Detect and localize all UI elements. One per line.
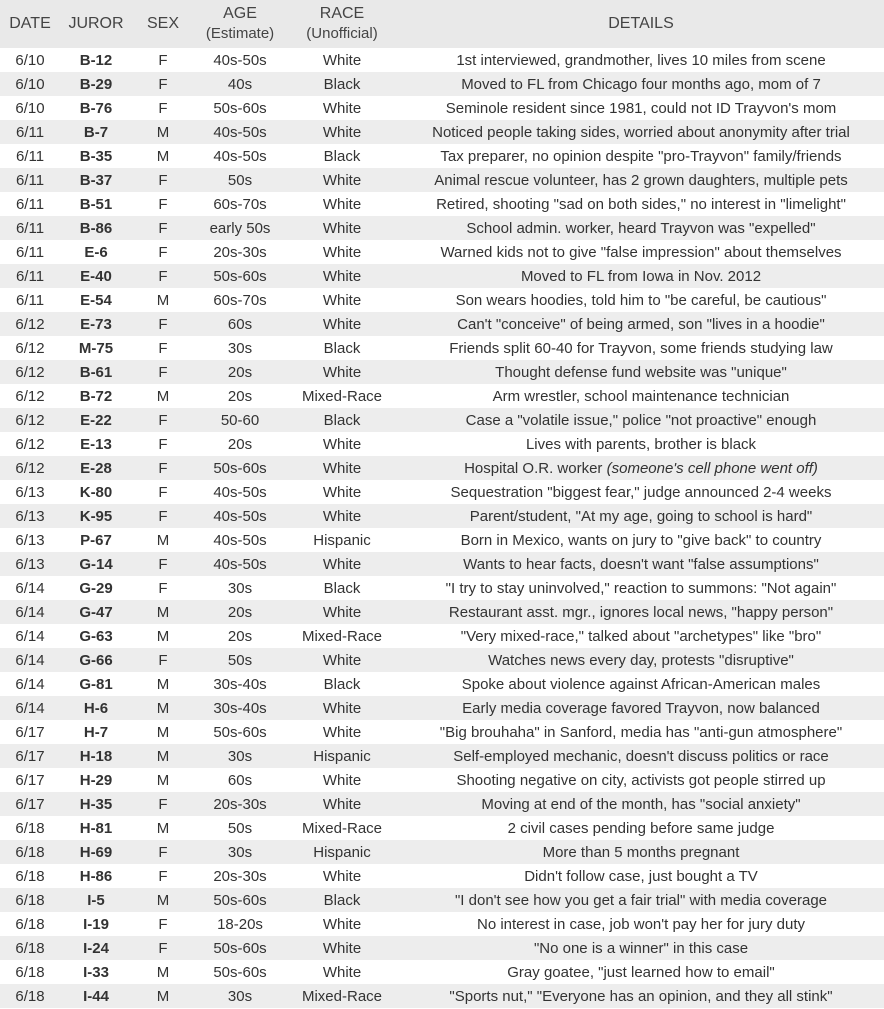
cell-details: Moving at end of the month, has "social anxiety": [398, 792, 884, 816]
cell-juror: H-69: [60, 840, 132, 864]
cell-sex: F: [132, 912, 194, 936]
cell-juror: G-47: [60, 600, 132, 624]
table-row: [0, 816, 884, 840]
table-row: [0, 696, 884, 720]
cell-details: Lives with parents, brother is black: [398, 432, 884, 456]
cell-date: 6/13: [0, 480, 60, 504]
cell-age: 60s: [194, 312, 286, 336]
cell-age: 20s: [194, 624, 286, 648]
cell-date: 6/11: [0, 216, 60, 240]
cell-details: 1st interviewed, grandmother, lives 10 miles from scene: [398, 48, 884, 72]
cell-juror: B-72: [60, 384, 132, 408]
cell-age: 30s-40s: [194, 672, 286, 696]
table-row: [0, 384, 884, 408]
cell-age: 40s-50s: [194, 480, 286, 504]
cell-details: Arm wrestler, school maintenance technician: [398, 384, 884, 408]
table-row: [0, 168, 884, 192]
cell-juror: B-76: [60, 96, 132, 120]
table-row: [0, 624, 884, 648]
cell-details: "No one is a winner" in this case: [398, 936, 884, 960]
cell-sex: M: [132, 384, 194, 408]
table-row: [0, 240, 884, 264]
cell-details: School admin. worker, heard Trayvon was "expelled": [398, 216, 884, 240]
cell-sex: M: [132, 600, 194, 624]
table-row: [0, 552, 884, 576]
cell-juror: B-29: [60, 72, 132, 96]
cell-age: 50-60: [194, 408, 286, 432]
cell-juror: G-14: [60, 552, 132, 576]
cell-age: 20s-30s: [194, 864, 286, 888]
cell-age: 20s: [194, 384, 286, 408]
cell-age: 30s: [194, 840, 286, 864]
cell-date: 6/18: [0, 864, 60, 888]
cell-date: 6/12: [0, 384, 60, 408]
cell-sex: F: [132, 312, 194, 336]
cell-age: 50s: [194, 816, 286, 840]
table-body: [0, 48, 884, 1008]
cell-age: 50s-60s: [194, 96, 286, 120]
cell-juror: P-67: [60, 528, 132, 552]
table-row: [0, 576, 884, 600]
cell-juror: E-6: [60, 240, 132, 264]
cell-juror: H-6: [60, 696, 132, 720]
cell-sex: F: [132, 552, 194, 576]
table-row: [0, 408, 884, 432]
table-row: [0, 48, 884, 72]
table-row: [0, 840, 884, 864]
cell-juror: H-18: [60, 744, 132, 768]
cell-juror: H-7: [60, 720, 132, 744]
header-race-sub: (Unofficial): [306, 25, 378, 42]
cell-details: Thought defense fund website was "unique": [398, 360, 884, 384]
cell-date: 6/14: [0, 696, 60, 720]
cell-age: 40s-50s: [194, 504, 286, 528]
cell-age: 20s-30s: [194, 792, 286, 816]
cell-details: Warned kids not to give "false impression" about themselves: [398, 240, 884, 264]
cell-sex: M: [132, 624, 194, 648]
table-row: [0, 672, 884, 696]
cell-date: 6/18: [0, 960, 60, 984]
cell-details: Self-employed mechanic, doesn't discuss politics or race: [398, 744, 884, 768]
header-sex: SEX: [132, 0, 194, 48]
cell-age: 20s: [194, 360, 286, 384]
table-row: [0, 216, 884, 240]
cell-age: 20s: [194, 432, 286, 456]
cell-sex: F: [132, 456, 194, 480]
cell-race: Black: [286, 672, 398, 696]
cell-date: 6/18: [0, 840, 60, 864]
cell-date: 6/11: [0, 288, 60, 312]
cell-date: 6/18: [0, 816, 60, 840]
cell-juror: K-95: [60, 504, 132, 528]
table-row: [0, 600, 884, 624]
cell-race: White: [286, 768, 398, 792]
cell-juror: E-40: [60, 264, 132, 288]
cell-date: 6/13: [0, 552, 60, 576]
cell-race: Hispanic: [286, 528, 398, 552]
cell-details: Early media coverage favored Trayvon, now balanced: [398, 696, 884, 720]
cell-date: 6/18: [0, 912, 60, 936]
cell-sex: M: [132, 528, 194, 552]
table-row: [0, 480, 884, 504]
cell-sex: M: [132, 288, 194, 312]
cell-date: 6/11: [0, 144, 60, 168]
cell-details: Retired, shooting "sad on both sides," no interest in "limelight": [398, 192, 884, 216]
cell-date: 6/12: [0, 456, 60, 480]
cell-date: 6/17: [0, 768, 60, 792]
cell-details: Spoke about violence against African-American males: [398, 672, 884, 696]
cell-race: Hispanic: [286, 744, 398, 768]
cell-sex: F: [132, 792, 194, 816]
cell-race: White: [286, 648, 398, 672]
table-row: [0, 720, 884, 744]
cell-juror: B-86: [60, 216, 132, 240]
cell-age: 30s-40s: [194, 696, 286, 720]
cell-date: 6/10: [0, 96, 60, 120]
table-row: [0, 360, 884, 384]
table-row: [0, 72, 884, 96]
cell-sex: F: [132, 576, 194, 600]
cell-sex: F: [132, 240, 194, 264]
cell-race: White: [286, 912, 398, 936]
cell-details: 2 civil cases pending before same judge: [398, 816, 884, 840]
table-row: [0, 432, 884, 456]
cell-race: Mixed-Race: [286, 624, 398, 648]
cell-juror: G-66: [60, 648, 132, 672]
cell-race: White: [286, 432, 398, 456]
header-row: [0, 0, 884, 48]
cell-date: 6/17: [0, 720, 60, 744]
header-juror: JUROR: [60, 0, 132, 48]
cell-age: 50s-60s: [194, 960, 286, 984]
table-row: [0, 504, 884, 528]
cell-age: 40s-50s: [194, 48, 286, 72]
cell-race: Black: [286, 408, 398, 432]
cell-date: 6/11: [0, 192, 60, 216]
cell-date: 6/11: [0, 120, 60, 144]
cell-details: Shooting negative on city, activists got people stirred up: [398, 768, 884, 792]
cell-race: White: [286, 240, 398, 264]
cell-details: Gray goatee, "just learned how to email": [398, 960, 884, 984]
cell-juror: G-63: [60, 624, 132, 648]
cell-details: "Big brouhaha" in Sanford, media has "anti-gun atmosphere": [398, 720, 884, 744]
cell-date: 6/11: [0, 264, 60, 288]
cell-juror: B-61: [60, 360, 132, 384]
cell-juror: I-44: [60, 984, 132, 1008]
cell-sex: F: [132, 192, 194, 216]
cell-race: White: [286, 696, 398, 720]
table-row: [0, 192, 884, 216]
header-date: DATE: [0, 0, 60, 48]
cell-race: Mixed-Race: [286, 984, 398, 1008]
cell-details: "I try to stay uninvolved," reaction to summons: "Not again": [398, 576, 884, 600]
header-age-sub: (Estimate): [205, 25, 275, 42]
cell-date: 6/14: [0, 600, 60, 624]
cell-juror: H-29: [60, 768, 132, 792]
table-row: [0, 336, 884, 360]
cell-age: 40s-50s: [194, 552, 286, 576]
cell-age: 50s: [194, 168, 286, 192]
cell-date: 6/14: [0, 576, 60, 600]
cell-sex: M: [132, 816, 194, 840]
cell-race: White: [286, 264, 398, 288]
cell-sex: F: [132, 96, 194, 120]
cell-date: 6/18: [0, 984, 60, 1008]
cell-age: 30s: [194, 336, 286, 360]
table-row: [0, 144, 884, 168]
cell-date: 6/14: [0, 672, 60, 696]
cell-sex: M: [132, 888, 194, 912]
cell-date: 6/13: [0, 528, 60, 552]
cell-date: 6/12: [0, 312, 60, 336]
cell-details: Case a "volatile issue," police "not proactive" enough: [398, 408, 884, 432]
cell-race: Black: [286, 144, 398, 168]
cell-race: Hispanic: [286, 840, 398, 864]
cell-details: Friends split 60-40 for Trayvon, some friends studying law: [398, 336, 884, 360]
cell-age: 18-20s: [194, 912, 286, 936]
table-row: [0, 792, 884, 816]
table-row: [0, 120, 884, 144]
cell-race: White: [286, 456, 398, 480]
table-row: [0, 984, 884, 1008]
cell-details: Animal rescue volunteer, has 2 grown daughters, multiple pets: [398, 168, 884, 192]
cell-race: White: [286, 480, 398, 504]
cell-age: 30s: [194, 744, 286, 768]
cell-juror: K-80: [60, 480, 132, 504]
header-race: RACE (Unofficial): [286, 0, 398, 48]
cell-details: "I don't see how you get a fair trial" with media coverage: [398, 888, 884, 912]
cell-juror: I-5: [60, 888, 132, 912]
cell-juror: E-22: [60, 408, 132, 432]
cell-sex: M: [132, 720, 194, 744]
cell-juror: H-35: [60, 792, 132, 816]
cell-age: 60s: [194, 768, 286, 792]
cell-date: 6/18: [0, 888, 60, 912]
cell-age: 50s-60s: [194, 264, 286, 288]
cell-age: 50s: [194, 648, 286, 672]
cell-juror: B-35: [60, 144, 132, 168]
cell-juror: I-19: [60, 912, 132, 936]
cell-details: Born in Mexico, wants on jury to "give back" to country: [398, 528, 884, 552]
cell-details: Sequestration "biggest fear," judge announced 2-4 weeks: [398, 480, 884, 504]
cell-date: 6/17: [0, 744, 60, 768]
cell-sex: F: [132, 360, 194, 384]
cell-race: Black: [286, 576, 398, 600]
cell-details: Tax preparer, no opinion despite "pro-Trayvon" family/friends: [398, 144, 884, 168]
cell-juror: B-37: [60, 168, 132, 192]
cell-race: Black: [286, 888, 398, 912]
cell-race: White: [286, 48, 398, 72]
cell-age: 40s-50s: [194, 528, 286, 552]
cell-sex: F: [132, 840, 194, 864]
cell-race: White: [286, 312, 398, 336]
cell-date: 6/12: [0, 432, 60, 456]
cell-race: White: [286, 864, 398, 888]
cell-sex: F: [132, 168, 194, 192]
cell-sex: F: [132, 480, 194, 504]
cell-sex: F: [132, 216, 194, 240]
table-row: [0, 96, 884, 120]
cell-details: More than 5 months pregnant: [398, 840, 884, 864]
cell-sex: F: [132, 408, 194, 432]
cell-date: 6/11: [0, 168, 60, 192]
cell-race: White: [286, 360, 398, 384]
table-row: [0, 528, 884, 552]
cell-age: 40s-50s: [194, 144, 286, 168]
table-row: [0, 960, 884, 984]
cell-date: 6/12: [0, 336, 60, 360]
cell-sex: F: [132, 432, 194, 456]
cell-date: 6/10: [0, 72, 60, 96]
cell-juror: G-29: [60, 576, 132, 600]
table-row: [0, 864, 884, 888]
table-row: [0, 312, 884, 336]
cell-juror: E-13: [60, 432, 132, 456]
cell-details: Restaurant asst. mgr., ignores local news, "happy person": [398, 600, 884, 624]
cell-details: Can't "conceive" of being armed, son "lives in a hoodie": [398, 312, 884, 336]
cell-age: 30s: [194, 576, 286, 600]
cell-sex: F: [132, 336, 194, 360]
cell-date: 6/14: [0, 624, 60, 648]
cell-race: White: [286, 168, 398, 192]
cell-details: Watches news every day, protests "disruptive": [398, 648, 884, 672]
cell-details: "Sports nut," "Everyone has an opinion, and they all stink": [398, 984, 884, 1008]
cell-race: Black: [286, 336, 398, 360]
cell-sex: M: [132, 960, 194, 984]
cell-details: Parent/student, "At my age, going to school is hard": [398, 504, 884, 528]
cell-details: Son wears hoodies, told him to "be careful, be cautious": [398, 288, 884, 312]
cell-age: 40s-50s: [194, 120, 286, 144]
cell-race: White: [286, 504, 398, 528]
table-row: [0, 936, 884, 960]
cell-sex: F: [132, 648, 194, 672]
details-note: (someone's cell phone went off): [606, 459, 818, 477]
cell-details: Moved to FL from Chicago four months ago, mom of 7: [398, 72, 884, 96]
cell-age: 20s: [194, 600, 286, 624]
cell-sex: M: [132, 696, 194, 720]
cell-race: White: [286, 792, 398, 816]
cell-race: Mixed-Race: [286, 384, 398, 408]
cell-age: 50s-60s: [194, 936, 286, 960]
cell-race: Black: [286, 72, 398, 96]
cell-details: Wants to hear facts, doesn't want "false assumptions": [398, 552, 884, 576]
cell-juror: E-28: [60, 456, 132, 480]
cell-race: White: [286, 216, 398, 240]
cell-age: 20s-30s: [194, 240, 286, 264]
cell-sex: M: [132, 120, 194, 144]
cell-juror: H-81: [60, 816, 132, 840]
cell-date: 6/14: [0, 648, 60, 672]
cell-details: Seminole resident since 1981, could not ID Trayvon's mom: [398, 96, 884, 120]
cell-juror: B-7: [60, 120, 132, 144]
cell-age: early 50s: [194, 216, 286, 240]
cell-race: Mixed-Race: [286, 816, 398, 840]
cell-age: 50s-60s: [194, 888, 286, 912]
cell-date: 6/12: [0, 408, 60, 432]
cell-sex: F: [132, 864, 194, 888]
cell-sex: F: [132, 936, 194, 960]
cell-race: White: [286, 552, 398, 576]
header-details: DETAILS: [398, 0, 884, 48]
cell-race: White: [286, 936, 398, 960]
cell-details: "Very mixed-race," talked about "archetypes" like "bro": [398, 624, 884, 648]
cell-race: White: [286, 192, 398, 216]
cell-age: 60s-70s: [194, 288, 286, 312]
cell-juror: I-24: [60, 936, 132, 960]
cell-date: 6/17: [0, 792, 60, 816]
table-row: [0, 768, 884, 792]
cell-race: White: [286, 120, 398, 144]
cell-date: 6/13: [0, 504, 60, 528]
table-row: [0, 456, 884, 480]
cell-sex: F: [132, 504, 194, 528]
cell-sex: M: [132, 984, 194, 1008]
cell-date: 6/10: [0, 48, 60, 72]
cell-age: 30s: [194, 984, 286, 1008]
cell-details: Didn't follow case, just bought a TV: [398, 864, 884, 888]
cell-details: No interest in case, job won't pay her for jury duty: [398, 912, 884, 936]
cell-date: 6/18: [0, 936, 60, 960]
table-row: [0, 744, 884, 768]
cell-age: 60s-70s: [194, 192, 286, 216]
cell-sex: M: [132, 768, 194, 792]
table-row: [0, 912, 884, 936]
table-row: [0, 648, 884, 672]
cell-race: White: [286, 600, 398, 624]
cell-juror: G-81: [60, 672, 132, 696]
table-row: [0, 888, 884, 912]
table-row: [0, 288, 884, 312]
table-row: [0, 264, 884, 288]
cell-details: Noticed people taking sides, worried about anonymity after trial: [398, 120, 884, 144]
cell-juror: E-54: [60, 288, 132, 312]
cell-age: 50s-60s: [194, 720, 286, 744]
cell-sex: F: [132, 72, 194, 96]
cell-details: Moved to FL from Iowa in Nov. 2012: [398, 264, 884, 288]
cell-juror: H-86: [60, 864, 132, 888]
cell-age: 50s-60s: [194, 456, 286, 480]
cell-juror: B-12: [60, 48, 132, 72]
cell-race: White: [286, 96, 398, 120]
cell-date: 6/12: [0, 360, 60, 384]
cell-race: White: [286, 288, 398, 312]
cell-date: 6/11: [0, 240, 60, 264]
cell-sex: M: [132, 744, 194, 768]
cell-sex: F: [132, 264, 194, 288]
cell-race: White: [286, 720, 398, 744]
cell-sex: M: [132, 144, 194, 168]
cell-juror: M-75: [60, 336, 132, 360]
cell-juror: B-51: [60, 192, 132, 216]
cell-sex: M: [132, 672, 194, 696]
cell-juror: I-33: [60, 960, 132, 984]
cell-age: 40s: [194, 72, 286, 96]
header-age: AGE (Estimate): [194, 0, 286, 48]
cell-juror: E-73: [60, 312, 132, 336]
cell-details: Hospital O.R. worker (someone's cell phone went off): [398, 456, 884, 480]
cell-sex: F: [132, 48, 194, 72]
cell-race: White: [286, 960, 398, 984]
